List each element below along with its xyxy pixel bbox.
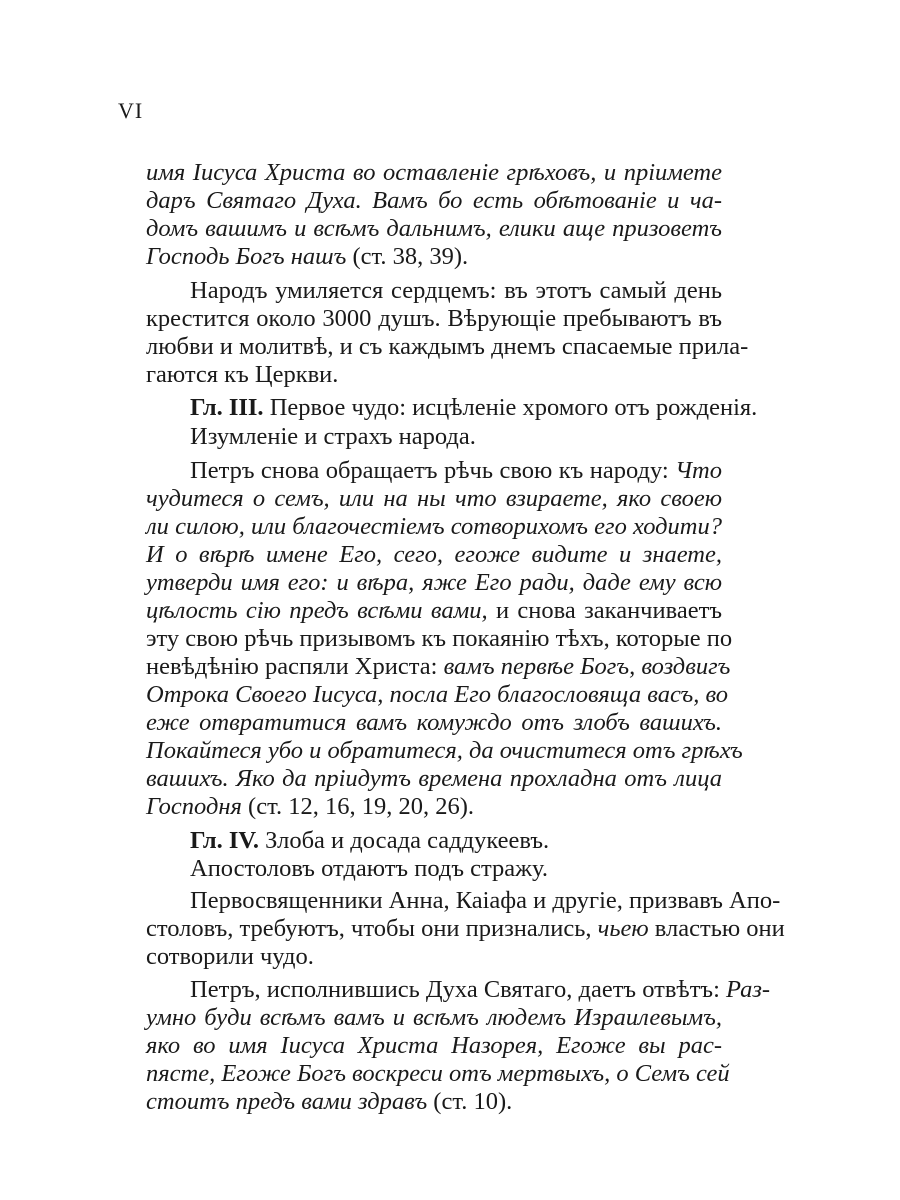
text-segment: (ст. 38, 39). <box>346 243 469 270</box>
text-line <box>146 214 722 244</box>
text-line <box>146 512 722 542</box>
text-line <box>146 1031 722 1061</box>
scripture-quote: еже отвратитися вамъ комуждо отъ злобъ вашихъ. <box>146 709 722 736</box>
text-line <box>146 484 722 514</box>
scripture-quote: имя Іисуса Христа во оставленіе грѣховъ, и пріимете <box>146 159 722 186</box>
text-line <box>190 854 722 884</box>
text-segment: сотворили чудо. <box>146 943 314 970</box>
text-segment: Первосвященники Анна, Каіафа и другіе, призвавъ Апо- <box>190 887 781 914</box>
text-line <box>146 792 722 822</box>
text-segment: (ст. 12, 16, 19, 20, 26). <box>241 793 474 820</box>
text-segment: Народъ умиляется сердцемъ: въ этотъ самый день <box>190 277 722 304</box>
text-line <box>146 360 722 390</box>
text-line <box>146 242 722 272</box>
scripture-quote: Раз- <box>726 976 771 1003</box>
scripture-quote: Покайтеся убо и обратитеся, да очиститеся отъ грѣхъ <box>146 737 743 764</box>
text-segment: и снова заканчиваетъ <box>487 597 722 624</box>
text-line <box>190 393 758 423</box>
text-segment: эту свою рѣчь призывомъ къ покаянію тѣхъ, которые по <box>146 625 733 652</box>
scripture-quote: пясте, Егоже Богъ воскреси отъ мертвыхъ, о Семъ сей <box>146 1060 730 1087</box>
scripture-quote: чьею <box>597 915 649 942</box>
scripture-quote: вамъ первѣе Богъ, воздвигъ <box>443 653 731 680</box>
chapter-heading: Гл. IV. <box>190 827 260 854</box>
text-line <box>146 764 722 794</box>
text-segment: крестится около 3000 душъ. Вѣрующіе пребываютъ въ <box>146 305 722 332</box>
scripture-quote: умно буди всѣмъ вамъ и всѣмъ людемъ Израилевымъ, <box>146 1004 722 1031</box>
text-line <box>190 456 722 486</box>
text-line <box>146 158 722 188</box>
chapter-heading: Гл. III. <box>190 394 264 421</box>
text-line <box>190 422 722 452</box>
text-segment: любви и молитвѣ, и съ каждымъ днемъ спасаемые прила- <box>146 333 749 360</box>
text-segment: Петръ, исполнившись Духа Святаго, даетъ отвѣтъ: <box>190 976 727 1003</box>
text-segment: Изумленіе и страхъ народа. <box>190 423 476 450</box>
scripture-quote: Господь Богъ нашъ <box>146 243 347 270</box>
scripture-quote: цѣлость сію предъ всѣми вами, <box>146 597 488 624</box>
text-line <box>146 680 729 710</box>
text-line <box>146 304 722 334</box>
scripture-quote: И о вѣрѣ имене Его, сего, егоже видите и знаете, <box>146 541 722 568</box>
text-line <box>190 975 771 1005</box>
text-segment: столовъ, требуютъ, чтобы они признались, <box>146 915 598 942</box>
scripture-quote: утверди имя его: и вѣра, яже Его ради, даде ему всю <box>146 569 722 596</box>
text-segment: Апостоловъ отдаютъ подъ стражу. <box>190 855 548 882</box>
text-line <box>146 914 785 944</box>
text-line <box>146 1003 722 1033</box>
scripture-quote: вашихъ. Яко да пріидутъ времена прохладна отъ лица <box>146 765 722 792</box>
scripture-quote: Что <box>675 457 722 484</box>
text-segment: (ст. 10). <box>427 1088 513 1115</box>
text-segment: гаются къ Церкви. <box>146 361 339 388</box>
text-line <box>146 624 733 654</box>
text-segment: невѣдѣнію распяли Христа: <box>146 653 444 680</box>
scripture-quote: ли силою, или благочестіемъ сотворихомъ его ходити? <box>146 513 722 540</box>
text-line <box>146 942 722 972</box>
text-segment: властью они <box>648 915 785 942</box>
text-segment: Первое чудо: исцѣленіе хромого отъ рожденія. <box>263 394 758 421</box>
text-line <box>146 186 722 216</box>
text-line <box>146 332 749 362</box>
scripture-quote: домъ вашимъ и всѣмъ дальнимъ, елики аще призоветъ <box>146 215 722 242</box>
text-line <box>146 652 731 682</box>
text-line <box>146 568 722 598</box>
scripture-quote: Господня <box>146 793 242 820</box>
text-line <box>146 1087 722 1117</box>
scripture-quote: чудитеся о семъ, или на ны что взираете, яко своею <box>146 485 722 512</box>
text-line <box>146 736 743 766</box>
text-line <box>190 886 781 916</box>
text-line <box>146 1059 730 1089</box>
text-segment: Петръ снова обращаетъ рѣчь свою къ народу: <box>190 457 676 484</box>
text-line <box>190 276 722 306</box>
text-segment: Злоба и досада саддукеевъ. <box>259 827 550 854</box>
scripture-quote: даръ Святаго Духа. Вамъ бо есть обѣтованіе и ча- <box>146 187 722 214</box>
text-line <box>146 708 722 738</box>
page-number: VI <box>118 98 144 123</box>
scripture-quote: Отрока Своего Іисуса, посла Его благословяща васъ, во <box>146 681 729 708</box>
text-line <box>146 540 722 570</box>
text-line <box>190 826 722 856</box>
scripture-quote: стоитъ предъ вами здравъ <box>146 1088 428 1115</box>
text-line <box>146 596 722 626</box>
scripture-quote: яко во имя Іисуса Христа Назорея, Егоже вы рас- <box>146 1032 722 1059</box>
